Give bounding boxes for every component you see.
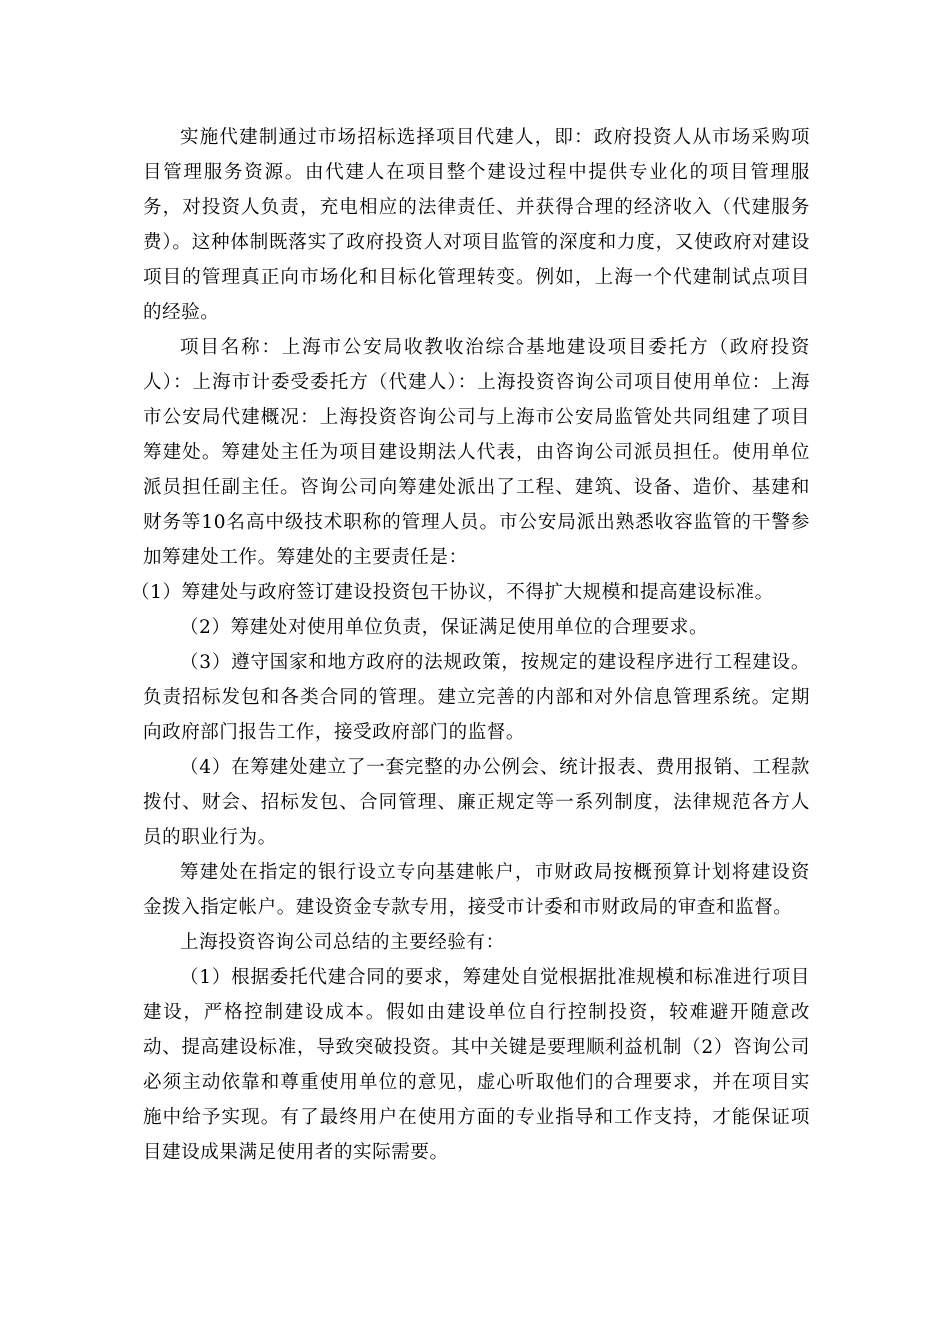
paragraph-duty-2: （2）筹建处对使用单位负责，保证满足使用单位的合理要求。 (180, 617, 709, 638)
paragraph-project-overview: 项目名称：上海市公安局收教收治综合基地建设项目委托方（政府投资人）：上海市计委受委托方（代建人）：上海投资咨询公司项目使用单位：上海市公安局代建概况：上海投资咨询公司与上海市公安局监管处共同组建了项目筹建处。筹建处主任为项目建设期法人代表，由咨询公司派员担任。使用单位派员担任副主任。咨询公司向筹建处派出了工程、建筑、设备、造价、基建和财务等10名高中级技术职称的管理人员。市公安局派出熟悉收容监管的干警参加筹建处工作。筹建处的主要责任是： (143, 337, 810, 568)
paragraph-duty-3: （3）遵守国家和地方政府的法规政策，按规定的建设程序进行工程建设。负责招标发包和各类合同的管理。建立完善的内部和对外信息管理系统。定期向政府部门报告工作，接受政府部门的监督。 (143, 652, 810, 743)
document-body (131, 120, 810, 1170)
paragraph-intro: 实施代建制通过市场招标选择项目代建人，即：政府投资人从市场采购项目管理服务资源。由代建人在项目整个建设过程中提供专业化的项目管理服务，对投资人负责，充电相应的法律责任、并获得合理的经济收入（代建服务费）。这种体制既落实了政府投资人对项目监管的深度和力度，又使政府对建设项目的管理真正向市场化和目标化管理转变。例如，上海一个代建制试点项目的经验。 (143, 127, 810, 323)
paragraph-experience-1: （1）根据委托代建合同的要求，筹建处自觉根据批准规模和标准进行项目建设，严格控制建设成本。假如由建设单位自行控制投资，较难避开随意改动、提高建设标准，导致突破投资。其中关键是要理顺利益机制（2）咨询公司必须主动依靠和尊重使用单位的意见，虚心听取他们的合理要求，并在项目实施中给予实现。有了最终用户在使用方面的专业指导和工作支持，才能保证项目建设成果满足使用者的实际需要。 (143, 967, 810, 1163)
paragraph-duty-1: （1）筹建处与政府签订建设投资包干协议，不得扩大规模和提高建设标准。 (131, 582, 774, 603)
paragraph-duty-4: （4）在筹建处建立了一套完整的办公例会、统计报表、费用报销、工程款拨付、财会、招标发包、合同管理、廉正规定等一系列制度，法律规范各方人员的职业行为。 (143, 757, 810, 848)
paragraph-bank-account: 筹建处在指定的银行设立专向基建帐户，市财政局按概预算计划将建设资金拨入指定帐户。建设资金专款专用，接受市计委和市财政局的审查和监督。 (143, 862, 810, 918)
paragraph-experience-heading: 上海投资咨询公司总结的主要经验有： (180, 932, 505, 953)
